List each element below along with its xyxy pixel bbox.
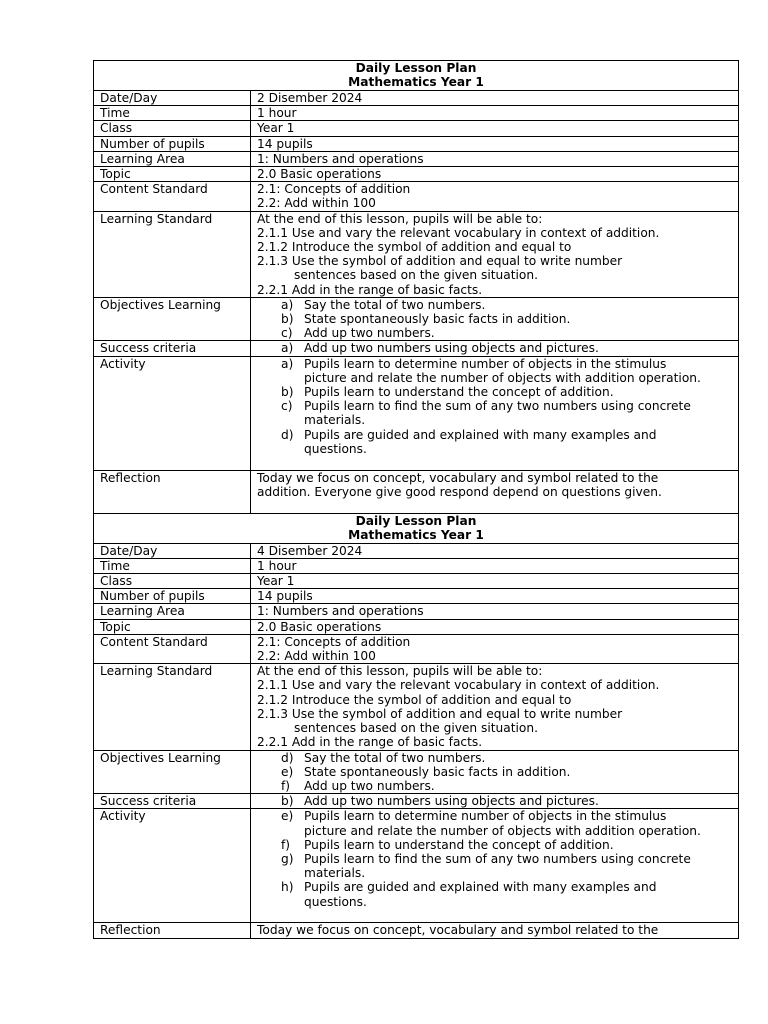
list-marker: b) xyxy=(281,312,294,327)
activity-row xyxy=(94,356,739,470)
objectives-learning-label: Objectives Learning xyxy=(94,750,251,794)
list-marker: a) xyxy=(281,297,294,312)
number-of-pupils-row xyxy=(94,136,739,151)
activity-item xyxy=(281,357,732,385)
learning-area-value: 1: Numbers and operations xyxy=(251,151,739,166)
success-criteria-item xyxy=(281,341,732,355)
objectives-learning-row xyxy=(94,750,739,794)
activity-item xyxy=(281,428,732,456)
objectives-learning-item-text: Add up two numbers. xyxy=(304,326,435,341)
topic-value: 2.0 Basic operations xyxy=(251,619,739,634)
reflection-line: Today we focus on concept, vocabulary and symbol related to the xyxy=(257,923,659,938)
content-standard-value xyxy=(251,634,739,663)
lesson-plan-body xyxy=(94,61,739,939)
plan-subtitle: Mathematics Year 1 xyxy=(348,527,484,542)
time-label: Time xyxy=(94,106,251,121)
activity-label: Activity xyxy=(94,356,251,470)
plan-header xyxy=(94,61,739,91)
reflection-value xyxy=(251,923,739,938)
activity-item-text: Pupils learn to determine number of objects in the stimulus xyxy=(304,356,667,371)
objectives-learning-list xyxy=(257,298,732,341)
plan-title: Daily Lesson Plan xyxy=(355,61,477,75)
success-criteria-value xyxy=(251,341,739,356)
lesson-plan-table xyxy=(93,60,739,939)
activity-item-text: Pupils learn to find the sum of any two numbers using concrete xyxy=(304,851,691,866)
plan-header xyxy=(94,513,739,543)
activity-item-text: Pupils learn to understand the concept of addition. xyxy=(304,837,614,852)
time-value: 1 hour xyxy=(251,106,739,121)
list-marker: b) xyxy=(281,385,294,400)
activity-value xyxy=(251,356,739,470)
learning-standard-line: 2.1.2 Introduce the symbol of addition and equal to xyxy=(257,692,572,707)
date-day-value: 2 Disember 2024 xyxy=(251,91,739,106)
class-row xyxy=(94,574,739,589)
objectives-learning-item xyxy=(281,312,732,326)
list-marker: f) xyxy=(281,837,291,852)
objectives-learning-item xyxy=(281,326,732,340)
learning-standard-value xyxy=(251,211,739,297)
learning-standard-value xyxy=(251,664,739,750)
topic-row xyxy=(94,619,739,634)
topic-label: Topic xyxy=(94,167,251,182)
plan-header-row xyxy=(94,513,739,543)
date-day-row xyxy=(94,91,739,106)
learning-standard-line: 2.1.1 Use and vary the relevant vocabulary in context of addition. xyxy=(257,225,660,240)
content-standard-line: 2.1: Concepts of addition xyxy=(257,634,411,649)
success-criteria-list xyxy=(257,341,732,355)
topic-value: 2.0 Basic operations xyxy=(251,167,739,182)
learning-area-label: Learning Area xyxy=(94,604,251,619)
success-criteria-item xyxy=(281,794,732,808)
activity-item-text: Pupils learn to determine number of objects in the stimulus xyxy=(304,809,667,824)
activity-row xyxy=(94,809,739,923)
topic-row xyxy=(94,167,739,182)
learning-area-value: 1: Numbers and operations xyxy=(251,604,739,619)
learning-standard-line: 2.1.3 Use the symbol of addition and equal to write number xyxy=(257,254,623,269)
success-criteria-row xyxy=(94,341,739,356)
learning-standard-row xyxy=(94,211,739,297)
objectives-learning-value xyxy=(251,750,739,794)
activity-item xyxy=(281,838,732,852)
objectives-learning-item-text: Say the total of two numbers. xyxy=(304,297,486,312)
content-standard-value xyxy=(251,182,739,211)
objectives-learning-value xyxy=(251,297,739,341)
objectives-learning-item-text: Add up two numbers. xyxy=(304,778,435,793)
activity-item-text: picture and relate the number of objects with addition operation. xyxy=(304,823,701,838)
content-standard-label: Content Standard xyxy=(94,634,251,663)
learning-area-row xyxy=(94,604,739,619)
activity-item-text: materials. xyxy=(304,866,366,881)
date-day-value: 4 Disember 2024 xyxy=(251,543,739,558)
success-criteria-item-text: Add up two numbers using objects and pictures. xyxy=(304,341,599,356)
success-criteria-label: Success criteria xyxy=(94,341,251,356)
learning-standard-line: 2.2.1 Add in the range of basic facts. xyxy=(257,282,483,297)
list-marker: b) xyxy=(281,794,294,809)
activity-item-text: Pupils are guided and explained with many examples and xyxy=(304,427,657,442)
time-label: Time xyxy=(94,558,251,573)
list-marker: d) xyxy=(281,750,294,765)
activity-label: Activity xyxy=(94,809,251,923)
content-standard-label: Content Standard xyxy=(94,182,251,211)
learning-area-row xyxy=(94,151,739,166)
learning-standard-line: sentences based on the given situation. xyxy=(294,721,538,736)
learning-area-label: Learning Area xyxy=(94,151,251,166)
activity-item-text: picture and relate the number of objects with addition operation. xyxy=(304,370,701,385)
reflection-line: Today we focus on concept, vocabulary and symbol related to the xyxy=(257,470,659,485)
activity-item xyxy=(281,852,732,880)
date-day-label: Date/Day xyxy=(94,543,251,558)
objectives-learning-item xyxy=(281,751,732,765)
content-standard-line: 2.1: Concepts of addition xyxy=(257,182,411,197)
time-row xyxy=(94,558,739,573)
class-value: Year 1 xyxy=(251,574,739,589)
class-value: Year 1 xyxy=(251,121,739,136)
content-standard-row xyxy=(94,634,739,663)
plan-title: Daily Lesson Plan xyxy=(355,513,477,528)
content-standard-line: 2.2: Add within 100 xyxy=(257,196,376,211)
activity-list xyxy=(257,357,732,456)
activity-value xyxy=(251,809,739,923)
list-marker: g) xyxy=(281,851,294,866)
list-marker: d) xyxy=(281,427,294,442)
number-of-pupils-value: 14 pupils xyxy=(251,589,739,604)
objectives-learning-row xyxy=(94,297,739,341)
objectives-learning-item-text: Say the total of two numbers. xyxy=(304,750,486,765)
objectives-learning-list xyxy=(257,751,732,794)
time-row xyxy=(94,106,739,121)
date-day-row xyxy=(94,543,739,558)
activity-item xyxy=(281,809,732,837)
plan-subtitle: Mathematics Year 1 xyxy=(348,75,484,90)
success-criteria-row xyxy=(94,794,739,809)
class-label: Class xyxy=(94,121,251,136)
learning-standard-label: Learning Standard xyxy=(94,211,251,297)
activity-item xyxy=(281,399,732,427)
activity-item xyxy=(281,880,732,908)
time-value: 1 hour xyxy=(251,558,739,573)
learning-standard-label: Learning Standard xyxy=(94,664,251,750)
objectives-learning-item xyxy=(281,765,732,779)
learning-standard-line: 2.1.2 Introduce the symbol of addition and equal to xyxy=(257,240,572,255)
number-of-pupils-label: Number of pupils xyxy=(94,136,251,151)
success-criteria-item-text: Add up two numbers using objects and pictures. xyxy=(304,794,599,809)
list-marker: c) xyxy=(281,326,293,341)
objectives-learning-item xyxy=(281,779,732,793)
plan-header-row xyxy=(94,61,739,91)
activity-item-text: Pupils are guided and explained with many examples and xyxy=(304,880,657,895)
topic-label: Topic xyxy=(94,619,251,634)
activity-item-text: questions. xyxy=(304,441,367,456)
activity-item-text: materials. xyxy=(304,413,366,428)
activity-list xyxy=(257,809,732,908)
learning-standard-line: At the end of this lesson, pupils will be able to: xyxy=(257,211,543,226)
learning-standard-row xyxy=(94,664,739,750)
success-criteria-list xyxy=(257,794,732,808)
list-marker: a) xyxy=(281,356,294,371)
learning-standard-line: sentences based on the given situation. xyxy=(294,268,538,283)
learning-standard-line: 2.2.1 Add in the range of basic facts. xyxy=(257,735,483,750)
class-row xyxy=(94,121,739,136)
reflection-label: Reflection xyxy=(94,470,251,513)
list-marker: c) xyxy=(281,399,293,414)
number-of-pupils-label: Number of pupils xyxy=(94,589,251,604)
reflection-value xyxy=(251,470,739,513)
activity-item-text: Pupils learn to find the sum of any two numbers using concrete xyxy=(304,399,691,414)
content-standard-line: 2.2: Add within 100 xyxy=(257,649,376,664)
list-marker: a) xyxy=(281,341,294,356)
number-of-pupils-value: 14 pupils xyxy=(251,136,739,151)
objectives-learning-item-text: State spontaneously basic facts in addition. xyxy=(304,312,571,327)
objectives-learning-label: Objectives Learning xyxy=(94,297,251,341)
date-day-label: Date/Day xyxy=(94,91,251,106)
learning-standard-line: 2.1.1 Use and vary the relevant vocabulary in context of addition. xyxy=(257,678,660,693)
success-criteria-value xyxy=(251,794,739,809)
objectives-learning-item-text: State spontaneously basic facts in addition. xyxy=(304,764,571,779)
list-marker: e) xyxy=(281,809,294,824)
activity-item xyxy=(281,385,732,399)
learning-standard-line: 2.1.3 Use the symbol of addition and equal to write number xyxy=(257,706,623,721)
reflection-row xyxy=(94,470,739,513)
reflection-row xyxy=(94,923,739,938)
list-marker: f) xyxy=(281,778,291,793)
number-of-pupils-row xyxy=(94,589,739,604)
class-label: Class xyxy=(94,574,251,589)
list-marker: h) xyxy=(281,880,294,895)
reflection-line: addition. Everyone give good respond depend on questions given. xyxy=(257,484,662,499)
learning-standard-line: At the end of this lesson, pupils will be able to: xyxy=(257,664,543,679)
activity-item-text: Pupils learn to understand the concept of addition. xyxy=(304,385,614,400)
content-standard-row xyxy=(94,182,739,211)
lesson-plan-page xyxy=(93,60,738,938)
objectives-learning-item xyxy=(281,298,732,312)
reflection-label: Reflection xyxy=(94,923,251,938)
success-criteria-label: Success criteria xyxy=(94,794,251,809)
activity-item-text: questions. xyxy=(304,894,367,909)
list-marker: e) xyxy=(281,764,294,779)
